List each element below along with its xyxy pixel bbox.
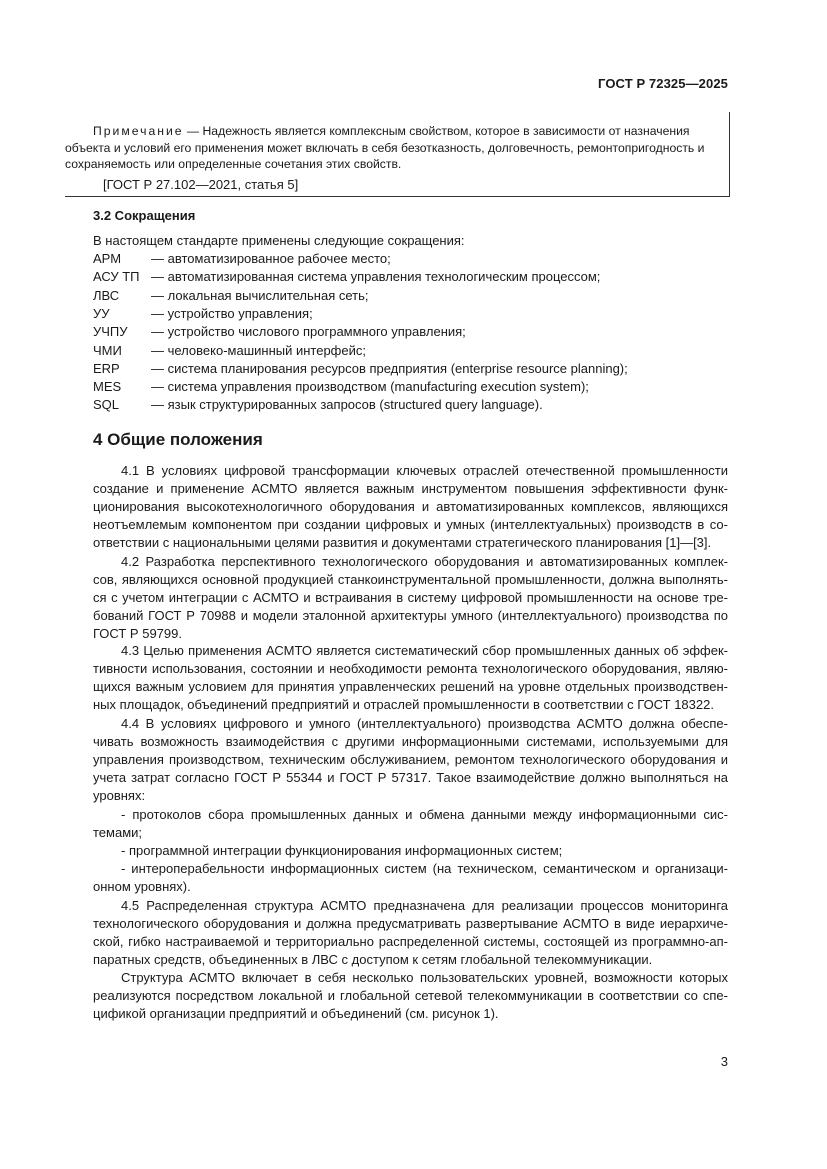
paragraph-line: реализуются посредством локальной и глобальной сетевой телекоммуникации в соответствии со спе- [93,988,728,1003]
paragraph-line: создание и применение АСМТО является важным инструментом повышения эффективности функ- [93,481,728,496]
paragraph [93,842,728,860]
paragraph-line: 4.1 В условиях цифровой трансформации ключевых отраслей отечественной промышленности [121,463,728,478]
paragraph-line: технологического оборудования и должна предусматривать развертывание АСМТО в виде иерархиче- [93,916,728,931]
paragraph-line: ся с учетом интеграции с АСМТО и встраивания в систему цифровой промышленности на основе тре- [93,590,728,605]
abbreviation-item [93,343,366,358]
abbreviation-term: АРМ [93,251,122,266]
paragraph-line: тивности использования, состоянии и необходимости ремонта технологического оборудования, являю- [93,661,728,676]
abbreviation-definition: — автоматизированное рабочее место; [151,251,391,266]
paragraph-line: 4.2 Разработка перспективного технологического оборудования и автоматизированных комплек- [121,554,728,569]
paragraph-line: бований ГОСТ Р 70988 и модели эталонной архитектуры умного (интеллектуального) производства по [93,608,728,623]
paragraph-line: 4.3 Целью применения АСМТО является систематический сбор промышленных данных об эффек- [121,643,728,658]
abbreviation-term: ERP [93,360,120,376]
abbreviation-term: ЧМИ [93,342,122,358]
paragraph-line: уровнях: [93,788,146,803]
paragraph [93,462,728,552]
note-line-3: сохраняемость или определенные сочетания этих свойств. [65,157,402,171]
paragraph-line: - интероперабельности информационных систем (на техническом, семантическом и организаци- [121,861,728,876]
abbreviations-intro: В настоящем стандарте применены следующие сокращения: [93,233,465,248]
paragraph [93,806,728,842]
abbreviation-definition: — человеко-машинный интерфейс; [151,342,366,358]
paragraph-line: ской, гибко настраиваемой и территориально распределенной системы, состоящей из программно-ап- [93,934,728,949]
paragraph-line: ных площадок, объединений предприятий и отраслей промышленности в соответствии с ГОСТ 18322. [93,697,714,712]
abbreviation-term: ЛВС [93,287,120,303]
abbreviation-item [93,397,543,412]
abbreviation-definition: — устройство числового программного управления; [151,324,466,340]
abbreviation-item [93,251,391,266]
note-label: Примечание [93,124,184,138]
paragraph-line: учета затрат согласно ГОСТ Р 55344 и ГОСТ Р 57317. Такое взаимодействие должно выполняться на [93,770,728,785]
paragraph-line: 4.5 Распределенная структура АСМТО предназначена для реализации процессов мониторинга [121,898,728,913]
paragraph-line: онном уровнях). [93,879,191,894]
abbreviation-definition: — локальная вычислительная сеть; [151,287,369,303]
abbreviation-definition: — система планирования ресурсов предприятия (enterprise resource planning); [151,360,628,376]
abbreviation-term: SQL [93,397,120,413]
abbreviation-term: MES [93,379,122,395]
paragraph-line: неотъемлемым компонентом при создании цифровых и умных (интеллектуальных) производств в со- [93,517,728,532]
abbreviation-term: УУ [93,305,110,321]
note-box [65,112,730,197]
paragraph-line: Структура АСМТО включает в себя несколько пользовательских уровней, возможности которых [121,970,728,985]
paragraph-line: ГОСТ Р 59799. [93,626,182,641]
section-3-2-title: 3.2 Сокращения [93,208,196,223]
paragraph-line: - программной интеграции функционирования информационных систем; [121,843,563,858]
paragraph [93,715,728,805]
document-header: ГОСТ Р 72325—2025 [598,76,728,91]
abbreviation-item [93,324,466,339]
abbreviation-item [93,269,600,284]
paragraph-line: чивать возможность взаимодействия с другими информационными системами, используемыми для [93,734,728,749]
note-reference: [ГОСТ Р 27.102—2021, статья 5] [103,177,299,192]
paragraph-line: щихся важным условием для принятия управленческих решений на уровне отдельных производствен- [93,679,728,694]
abbreviation-definition: — система управления производством (manufacturing execution system); [151,379,589,395]
paragraph-line: 4.4 В условиях цифрового и умного (интеллектуального) производства АСМТО должна обеспе- [121,716,728,731]
paragraph [93,897,728,969]
abbreviation-item [93,306,313,321]
abbreviation-definition: — автоматизированная система управления технологическим процессом; [151,269,601,285]
paragraph-line: ционирования высокотехнологичного оборудования и автоматизированных комплексов, являющихся [93,499,728,514]
paragraph-line: управления производством, техническим обслуживанием, ремонтом технологического оборудования и [93,752,728,767]
paragraph [93,860,728,896]
abbreviation-definition: — устройство управления; [151,305,313,321]
paragraph [93,969,728,1023]
abbreviation-definition: — язык структурированных запросов (structured query language). [151,397,543,413]
paragraph-line: цификой организации предприятий и объединений (см. рисунок 1). [93,1006,499,1021]
paragraph-line: ответствии с национальными целями развития и документами стратегического планирования [1]—[3]. [93,535,712,550]
note-line-2: объекта и условий его применения может включать в себя безотказность, долговечность, ремонтопригодность и [65,141,705,155]
abbreviation-term: АСУ ТП [93,269,140,285]
abbreviation-term: УЧПУ [93,324,128,340]
page-number: 3 [720,1054,728,1069]
paragraph [93,642,728,714]
paragraph-line: темами; [93,825,143,840]
section-4-title: 4 Общие положения [93,430,263,449]
abbreviation-item [93,361,628,376]
abbreviation-item [93,379,589,394]
note-line-1: Примечание — Надежность является комплексным свойством, которое в зависимости от назначения [93,124,690,138]
abbreviation-item [93,288,369,303]
paragraph-line: - протоколов сбора промышленных данных и обмена данными между информационными сис- [121,807,728,822]
paragraph-line: сов, являющихся основной продукцией станкоинструментальной промышленности, должна выполнять- [93,572,728,587]
paragraph-line: паратных средств, объединенных в ЛВС с доступом к сетям глобальной телекоммуникации. [93,952,653,967]
paragraph [93,553,728,643]
